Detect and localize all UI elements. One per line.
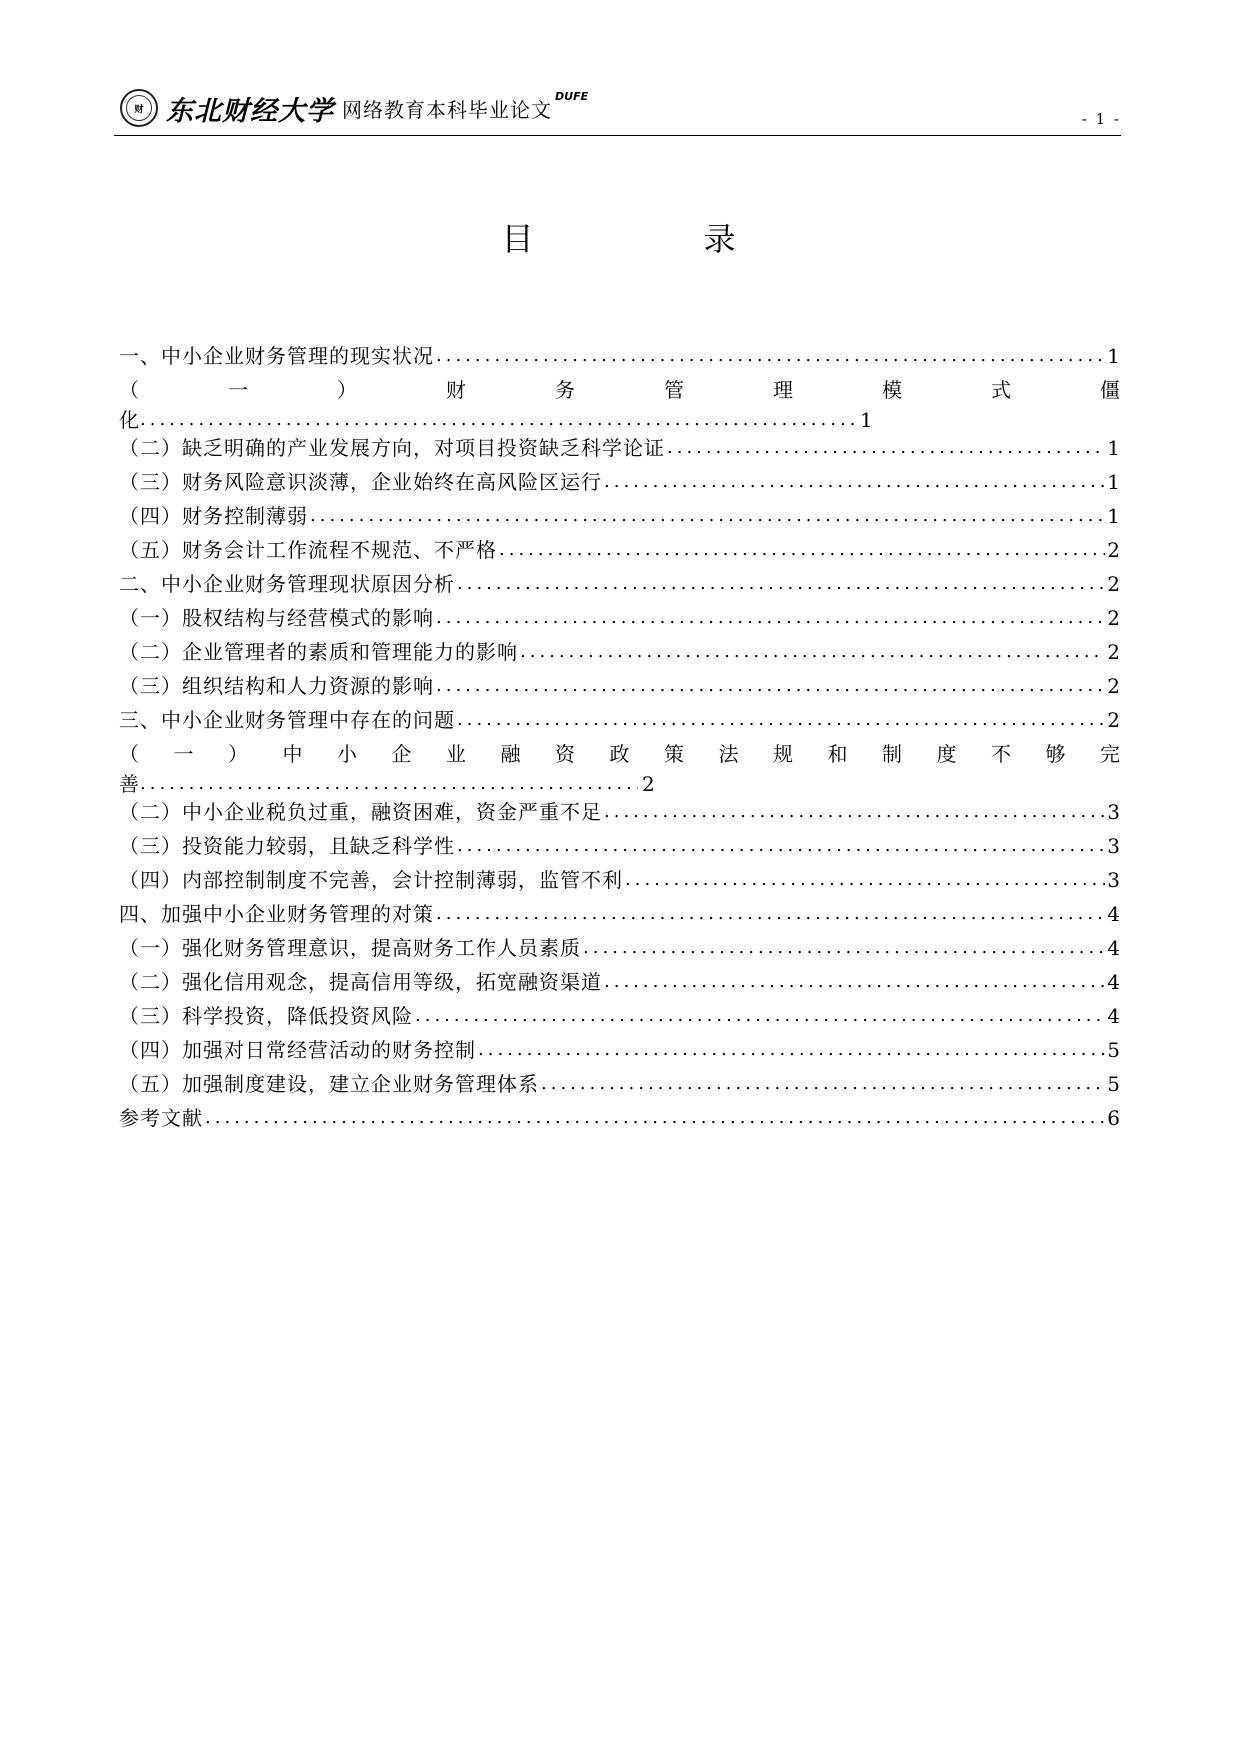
page-title — [116, 214, 1121, 260]
toc-page-number: 3 — [1107, 834, 1121, 858]
toc-dot-leader — [436, 604, 1105, 632]
toc-entry-label: （三）组织结构和人力资源的影响 — [119, 674, 434, 698]
toc-page-number: 2 — [1107, 640, 1121, 664]
toc-dot-leader — [625, 866, 1105, 894]
toc-label-char: 僵 — [1100, 378, 1121, 402]
toc-label-char: 完 — [1100, 742, 1121, 766]
toc-entry[interactable] — [119, 1000, 1121, 1030]
toc-entry[interactable] — [119, 466, 1121, 496]
toc-entry-label: （五）加强制度建设，建立企业财务管理体系 — [119, 1072, 539, 1096]
toc-dot-leader — [140, 770, 638, 798]
toc-dot-leader — [604, 468, 1105, 496]
toc-label-char: 业 — [446, 742, 467, 766]
header-logo — [116, 84, 628, 132]
toc-entry[interactable] — [119, 966, 1121, 996]
toc-page-number: 1 — [1107, 470, 1121, 494]
toc-entry[interactable] — [119, 602, 1121, 632]
toc-label-char: 管 — [664, 378, 685, 402]
toc-page-number: 4 — [1107, 1004, 1121, 1028]
toc-dot-leader — [667, 434, 1105, 462]
toc-entry-label: （二）中小企业税负过重，融资困难，资金严重不足 — [119, 800, 602, 824]
toc-label-char: 和 — [827, 742, 849, 766]
toc-page-number: 4 — [1107, 902, 1121, 926]
toc-label-char: 不 — [991, 742, 1012, 766]
toc-label-char: 式 — [991, 378, 1012, 402]
toc-page-number: 1 — [1107, 436, 1121, 460]
toc-entry-label: 一、中小企业财务管理的现实状况 — [119, 344, 434, 368]
toc-page-number: 4 — [1107, 970, 1121, 994]
university-seal-icon: 财 — [120, 89, 158, 127]
toc-entry[interactable] — [119, 1102, 1121, 1132]
toc-page-number: 6 — [1107, 1106, 1121, 1130]
toc-label-char: 资 — [555, 742, 576, 766]
toc-entry[interactable] — [119, 374, 1121, 434]
toc-dot-leader — [310, 502, 1105, 530]
dufe-mark: DUFE — [555, 89, 589, 103]
toc-page-number: 4 — [1107, 936, 1121, 960]
toc-label-char: 度 — [936, 742, 958, 766]
toc-entry-label: 四、加强中小企业财务管理的对策 — [119, 902, 434, 926]
toc-label-char: ） — [337, 378, 358, 402]
toc-label-continuation: 化 — [119, 408, 140, 432]
toc-entry[interactable] — [119, 500, 1121, 530]
toc-dot-leader — [583, 934, 1105, 962]
toc-entry[interactable] — [119, 568, 1121, 598]
university-name: 东北财经大学 — [166, 95, 334, 127]
toc-entry-label: （二）缺乏明确的产业发展方向，对项目投资缺乏科学论证 — [119, 436, 665, 460]
toc-entry[interactable] — [119, 864, 1121, 894]
toc-label-char: 小 — [337, 742, 358, 766]
toc-dot-leader — [457, 832, 1105, 860]
toc-label-char: 制 — [882, 742, 903, 766]
toc-page-number: 3 — [1107, 868, 1121, 892]
toc-entry[interactable] — [119, 738, 1121, 798]
toc-entry-label: （二）强化信用观念，提高信用等级，拓宽融资渠道 — [119, 970, 602, 994]
toc-label-char: 财 — [446, 378, 467, 402]
toc-label-char: 政 — [609, 742, 631, 766]
toc-dot-leader — [499, 536, 1105, 564]
toc-label-char: 模 — [882, 378, 903, 402]
toc-entry[interactable] — [119, 534, 1121, 564]
toc-entry[interactable] — [119, 704, 1121, 734]
toc-entry-label: （三）科学投资，降低投资风险 — [119, 1004, 413, 1028]
toc-entry-label: 三、中小企业财务管理中存在的问题 — [119, 708, 455, 732]
toc-label-char: ） — [228, 742, 249, 766]
toc-entry-label: 参考文献 — [119, 1106, 203, 1130]
page-number: - 1 - — [1081, 110, 1121, 128]
toc-entry-label: （四）财务控制薄弱 — [119, 504, 308, 528]
toc-page-number: 5 — [1107, 1072, 1121, 1096]
toc-page-number: 1 — [1107, 504, 1121, 528]
toc-entry[interactable] — [119, 1068, 1121, 1098]
toc-entry[interactable] — [119, 830, 1121, 860]
toc-dot-leader — [436, 672, 1105, 700]
toc-dot-leader — [436, 342, 1105, 370]
toc-entry-label: （一）强化财务管理意识，提高财务工作人员素质 — [119, 936, 581, 960]
thesis-type: 网络教育本科毕业论文 — [342, 97, 552, 122]
toc-label-char: 够 — [1045, 742, 1067, 766]
toc-entry[interactable] — [119, 1034, 1121, 1064]
toc-dot-leader — [205, 1104, 1105, 1132]
toc-dot-leader — [436, 900, 1105, 928]
toc-entry-label: （五）财务会计工作流程不规范、不严格 — [119, 538, 497, 562]
toc-entry-label: （一）股权结构与经营模式的影响 — [119, 606, 434, 630]
toc-label-char: 融 — [500, 742, 522, 766]
title-char-2: 录 — [703, 220, 736, 258]
toc-entry-label: （三）投资能力较弱，且缺乏科学性 — [119, 834, 455, 858]
title-char-1: 目 — [501, 220, 534, 258]
toc-page-number: 3 — [1107, 800, 1121, 824]
toc-dot-leader — [478, 1036, 1105, 1064]
toc-entry-label: （四）加强对日常经营活动的财务控制 — [119, 1038, 476, 1062]
toc-page-number: 1 — [860, 408, 874, 432]
toc-dot-leader — [520, 638, 1105, 666]
toc-label-char: 一 — [173, 742, 195, 766]
toc-page-number: 1 — [1107, 344, 1121, 368]
toc-label-char: （ — [119, 742, 140, 766]
toc-page-number: 2 — [1107, 674, 1121, 698]
toc-label-char: 法 — [718, 742, 740, 766]
toc-dot-leader — [604, 798, 1105, 826]
toc-label-char: （ — [119, 378, 140, 402]
toc-entry[interactable] — [119, 932, 1121, 962]
toc-page-number: 2 — [1107, 538, 1121, 562]
toc-entry-label: 二、中小企业财务管理现状原因分析 — [119, 572, 455, 596]
toc-entry[interactable] — [119, 636, 1121, 666]
toc-page-number: 2 — [642, 772, 656, 796]
toc-dot-leader — [541, 1070, 1105, 1098]
toc-dot-leader — [415, 1002, 1105, 1030]
toc-label-char: 企 — [391, 742, 413, 766]
toc-page-number: 5 — [1107, 1038, 1121, 1062]
toc-entry[interactable] — [119, 670, 1121, 700]
toc-entry-label — [119, 738, 1121, 768]
toc-label-char: 务 — [555, 378, 576, 402]
toc-dot-leader — [140, 406, 856, 434]
toc-dot-leader — [604, 968, 1105, 996]
toc-entry-label: （三）财务风险意识淡薄，企业始终在高风险区运行 — [119, 470, 602, 494]
toc-page-number: 2 — [1107, 708, 1121, 732]
toc-entry-label: （二）企业管理者的素质和管理能力的影响 — [119, 640, 518, 664]
page-header — [116, 84, 1121, 136]
toc-entry[interactable] — [119, 432, 1121, 462]
toc-dot-leader — [457, 570, 1105, 598]
toc-entry-label: （四）内部控制制度不完善，会计控制薄弱，监管不利 — [119, 868, 623, 892]
header-divider — [114, 135, 1121, 136]
toc-dot-leader — [457, 706, 1105, 734]
toc-label-char: 策 — [664, 742, 685, 766]
toc-label-char: 规 — [773, 742, 794, 766]
toc-page-number: 2 — [1107, 572, 1121, 596]
toc-page-number: 2 — [1107, 606, 1121, 630]
toc-label-char: 中 — [282, 742, 304, 766]
toc-entry[interactable] — [119, 340, 1121, 370]
toc-label-char: 一 — [228, 378, 249, 402]
toc-label-char: 理 — [773, 378, 794, 402]
toc-entry[interactable] — [119, 796, 1121, 826]
toc-label-continuation: 善 — [119, 772, 140, 796]
toc-entry[interactable] — [119, 898, 1121, 928]
toc-entry-label — [119, 374, 1121, 404]
